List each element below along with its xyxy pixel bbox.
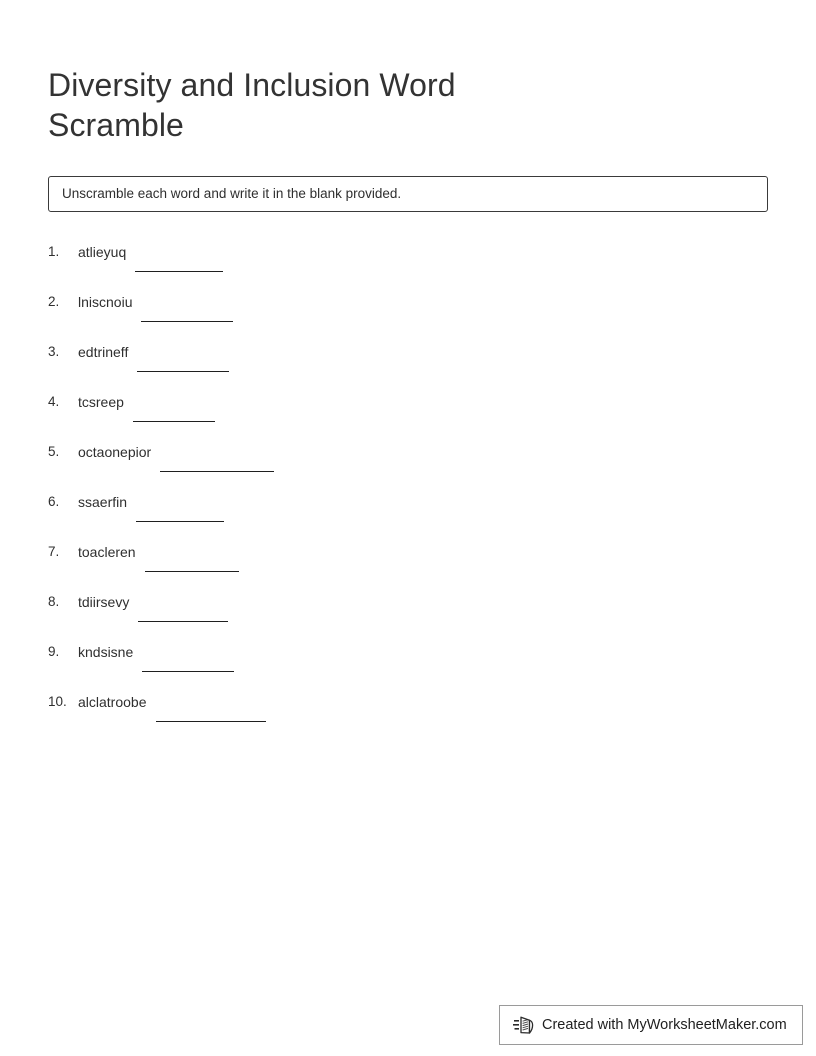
item-number: 5. <box>48 444 60 459</box>
item-number: 3. <box>48 344 60 359</box>
scrambled-word: kndsisne <box>78 642 234 662</box>
scrambled-word: alclatroobe <box>78 692 266 712</box>
scramble-item <box>48 442 768 492</box>
answer-blank-line[interactable] <box>137 370 229 372</box>
footer-badge[interactable] <box>499 1005 803 1045</box>
scrambled-word: tcsreep <box>78 392 215 412</box>
answer-blank-line[interactable] <box>141 320 233 322</box>
scrambled-word: atlieyuq <box>78 242 223 262</box>
scrambled-word: edtrineff <box>78 342 229 362</box>
scrambled-word: toacleren <box>78 542 239 562</box>
scramble-item <box>48 592 768 642</box>
scrambled-word: tdiirsevy <box>78 592 228 612</box>
answer-blank-line[interactable] <box>160 470 274 472</box>
answer-blank-line[interactable] <box>136 520 224 522</box>
answer-blank-line[interactable] <box>145 570 239 572</box>
scrambled-word: ssaerfin <box>78 492 224 512</box>
scrambled-word: lniscnoiu <box>78 292 233 312</box>
worksheet-maker-logo-icon <box>513 1014 535 1036</box>
instructions-text: Unscramble each word and write it in the blank provided. <box>62 186 402 201</box>
scramble-item <box>48 642 768 692</box>
footer-badge-text: Created with MyWorksheetMaker.com <box>542 1017 787 1033</box>
scramble-item <box>48 692 768 742</box>
scramble-item <box>48 342 768 392</box>
answer-blank-line[interactable] <box>156 720 266 722</box>
item-number: 9. <box>48 644 60 659</box>
item-number: 1. <box>48 244 60 259</box>
scrambled-word: octaonepior <box>78 442 274 462</box>
item-number: 7. <box>48 544 60 559</box>
item-number: 8. <box>48 594 60 609</box>
scramble-item <box>48 292 768 342</box>
page-title: Diversity and Inclusion Word Scramble <box>48 67 456 144</box>
scramble-item <box>48 492 768 542</box>
item-number: 10. <box>48 694 67 709</box>
item-number: 6. <box>48 494 60 509</box>
answer-blank-line[interactable] <box>135 270 223 272</box>
scramble-items-list <box>48 242 768 742</box>
answer-blank-line[interactable] <box>142 670 234 672</box>
scramble-item <box>48 542 768 592</box>
instructions-box <box>48 176 768 212</box>
scramble-item <box>48 242 768 292</box>
scramble-item <box>48 392 768 442</box>
answer-blank-line[interactable] <box>133 420 215 422</box>
answer-blank-line[interactable] <box>138 620 228 622</box>
item-number: 4. <box>48 394 60 409</box>
item-number: 2. <box>48 294 60 309</box>
